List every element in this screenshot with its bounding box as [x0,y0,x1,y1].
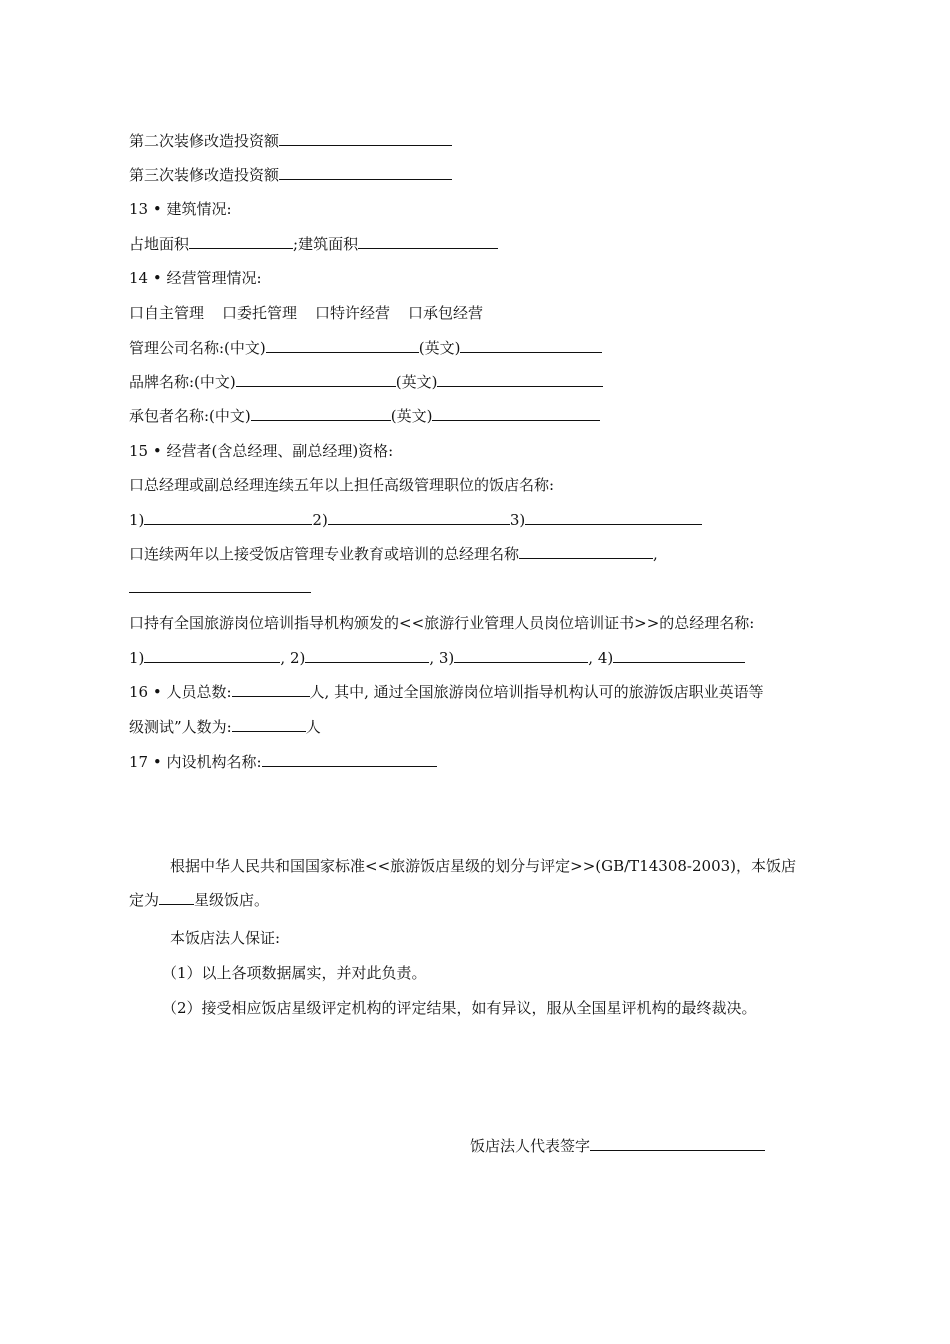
brand-line [129,372,603,392]
management-options [129,303,483,323]
item-number-2: 2) [312,511,328,529]
english-label: (英文) [390,407,433,425]
staff-english-test-text: 人, 其中, 通过全国旅游岗位培训指导机构认可的旅游饭店职业英语等 [309,683,764,701]
management-company-line [129,338,602,358]
staff-total-field[interactable] [232,682,310,697]
qualification-2-label: 口连续两年以上接受饭店管理专业教育或培训的总经理名称 [129,545,520,563]
item-number-3: , 3) [429,649,455,667]
contractor-label: 承包者名称:(中文) [129,407,251,425]
gm-trained-name-field[interactable] [519,544,653,559]
certified-gm-3-field[interactable] [454,648,588,663]
departments-label: 17 • 内设机构名称: [129,753,262,771]
contractor-line [129,406,600,426]
signature-label: 饭店法人代表签字 [470,1137,591,1155]
contractor-en-field[interactable] [432,406,600,421]
english-label: (英文) [418,339,461,357]
renovation-3-field[interactable] [279,165,452,180]
renovation-2-label: 第二次装修改造投资额 [129,132,280,150]
option-franchise[interactable]: 口特许经营 [315,304,391,322]
building-area-field[interactable] [358,234,498,249]
item-number-1: 1) [129,649,145,667]
person-unit: 人 [305,718,321,736]
star-rating-suffix: 星级饭店。 [194,891,270,909]
section-17-line [129,752,437,772]
signature-field[interactable] [590,1136,765,1151]
renovation-2-line [129,131,452,151]
qualification-1: 口总经理或副总经理连续五年以上担任高级管理职位的饭店名称: [129,476,555,494]
qualification-2-continuation [129,578,311,598]
item-number-2: , 2) [280,649,306,667]
section-14-heading: 14 • 经营管理情况: [129,269,262,287]
management-company-cn-field[interactable] [266,338,419,353]
english-test-count-field[interactable] [232,717,306,732]
option-entrusted[interactable]: 口委托管理 [222,304,298,322]
management-company-en-field[interactable] [460,338,602,353]
signature-line [470,1136,765,1156]
guarantee-item-1: （1）以上各项数据属实，并对此负责。 [162,964,427,982]
qualification-2-line [129,544,658,564]
renovation-2-field[interactable] [279,131,452,146]
building-area-label: ;建筑面积 [293,235,359,253]
comma: , [653,545,658,563]
certified-gm-2-field[interactable] [305,648,429,663]
management-company-label: 管理公司名称:(中文) [129,339,266,357]
section-15-heading: 15 • 经营者(含总经理、副总经理)资格: [129,442,394,460]
area-line [129,234,498,254]
certified-gm-4-field[interactable] [613,648,745,663]
hotel-name-2-field[interactable] [328,510,510,525]
renovation-3-line [129,165,452,185]
star-rating-prefix: 定为 [129,891,160,909]
departments-field[interactable] [262,752,437,767]
guarantee-heading: 本饭店法人保证: [170,929,281,947]
standard-paragraph-line1: 根据中华人民共和国国家标准<<旅游饭店星级的划分与评定>>(GB/T14308-2003)，本饭店 [170,857,797,875]
hotel-name-1-field[interactable] [144,510,312,525]
staff-total-label: 16 • 人员总数: [129,683,232,701]
qualification-3: 口持有全国旅游岗位培训指导机构颁发的<<旅游行业管理人员岗位培训证书>>的总经理名称: [129,614,755,632]
hotel-name-3-field[interactable] [525,510,702,525]
section-16-line [129,682,764,702]
certified-gm-line [129,648,745,668]
item-number-3: 3) [509,511,526,529]
item-number-4: , 4) [588,649,614,667]
english-label: (英文) [395,373,438,391]
star-rating-line [129,890,269,910]
option-contracted[interactable]: 口承包经营 [408,304,484,322]
option-self-managed[interactable]: 口自主管理 [129,304,205,322]
land-area-field[interactable] [189,234,293,249]
renovation-3-label: 第三次装修改造投资额 [129,166,280,184]
section-13-heading: 13 • 建筑情况: [129,200,232,218]
guarantee-item-2: （2）接受相应饭店星级评定机构的评定结果，如有异议，服从全国星评机构的最终裁决。 [162,999,757,1017]
certified-gm-1-field[interactable] [144,648,280,663]
brand-cn-field[interactable] [236,372,396,387]
english-test-count-line [129,717,321,737]
brand-en-field[interactable] [437,372,603,387]
land-area-label: 占地面积 [129,235,190,253]
gm-trained-name-field-2[interactable] [129,578,311,593]
english-test-count-label: 级测试”人数为: [129,718,232,736]
brand-label: 品牌名称:(中文) [129,373,236,391]
star-rating-field[interactable] [159,890,194,905]
contractor-cn-field[interactable] [251,406,391,421]
item-number-1: 1) [129,511,145,529]
hotel-names-line [129,510,702,530]
